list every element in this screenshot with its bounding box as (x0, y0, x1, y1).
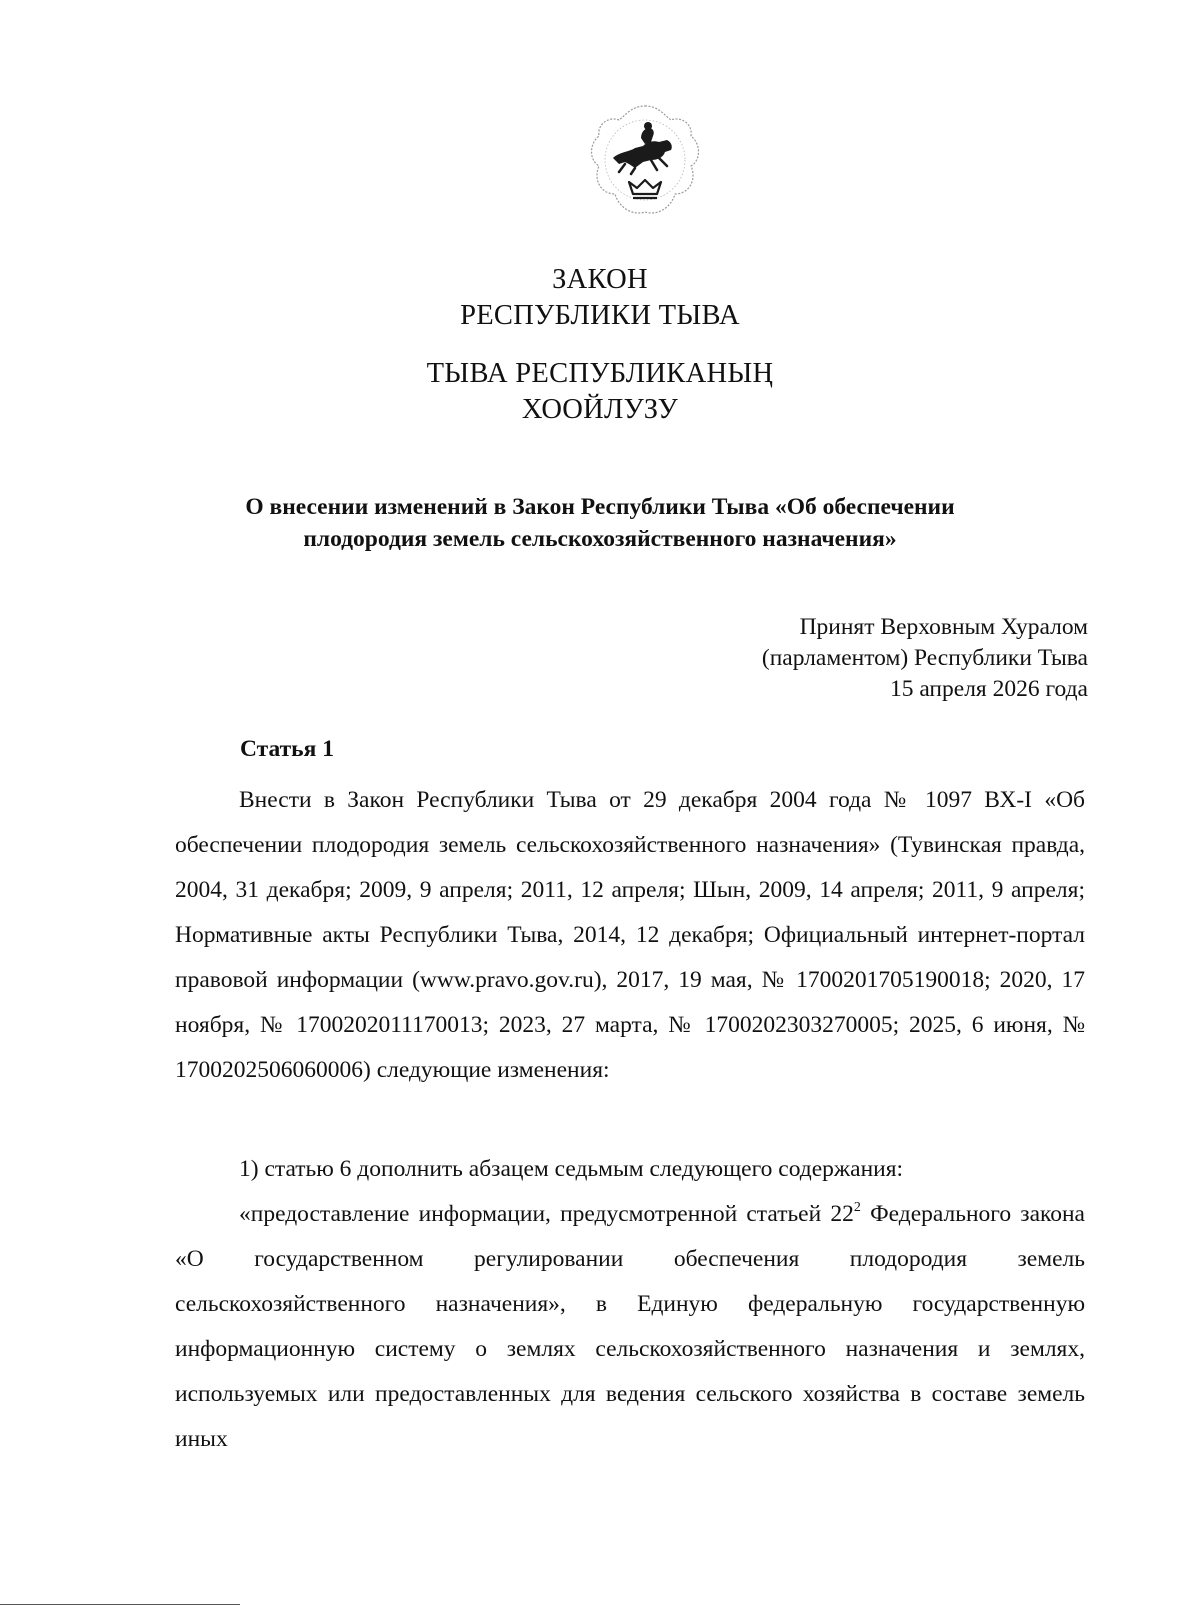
article-heading: Статья 1 (240, 736, 334, 762)
footer-rule (0, 1604, 240, 1605)
article-item-1-text: 1) статью 6 дополнить абзацем седьмым следующего содержания: (239, 1156, 904, 1182)
article-quote (175, 1192, 1085, 1462)
law-title-line2: РЕСПУБЛИКИ ТЫВА (460, 300, 740, 331)
adoption-line2: (парламентом) Республики Тыва (761, 645, 1088, 671)
law-subject-line1: О внесении изменений в Закон Республики Тыва «Об обеспечении (245, 494, 955, 520)
adoption-note (762, 612, 1088, 705)
article-quote-superscript: 2 (853, 1200, 861, 1215)
law-title (0, 262, 1200, 334)
article-paragraph-1-text: Внести в Закон Республики Тыва от 29 декабря 2004 года № 1097 ВХ-I «Об обеспечении плодородия земель сельскохозяйственного назначения» (Тувинская правда, 2004, 31 декабря; 2009, 9 апреля; 2011, 12 апреля; Шын, 2009, 14 апреля; 2011, 9 апреля; Нормативные акты Республики Тыва, 2014, 12 декабря; Официальный интернет-портал правовой информации (www.pravo.gov.ru), 2017, 19 мая, № 1700201705190018; 2020, 17 ноября, № 1700202011170013; 2023, 27 марта, № 1700202303270005; 2025, 6 июня, № 1700202506060006) следующие изменения: (175, 787, 1085, 1083)
law-title-tuvan-line1: ТЫВА РЕСПУБЛИКАНЫҢ (426, 358, 774, 389)
law-title-tuvan-line2: ХООЙЛУЗУ (521, 394, 679, 425)
adoption-date: 15 апреля 2026 года (889, 676, 1088, 702)
adoption-line1: Принят Верховным Хуралом (799, 614, 1088, 640)
coat-of-arms-emblem (585, 102, 705, 222)
article-paragraph-1 (175, 778, 1085, 1093)
article-quote-rest: Федерального закона «О государственном регулировании обеспечения плодородия земель сельскохозяйственного назначения», в Единую федеральную государственную информационную систему о землях сельскохозяйственного назначения и землях, используемых или предоставленных для ведения сельского хозяйства в составе земель иных (175, 1201, 1085, 1452)
law-subject-line2: плодородия земель сельскохозяйственного назначения» (303, 526, 897, 552)
article-item-1 (175, 1147, 1085, 1192)
article-quote-text (175, 1192, 1085, 1462)
article-quote-start: «предоставление информации, предусмотренной статьей 22 (239, 1201, 854, 1227)
law-subject (0, 491, 1200, 555)
law-title-line1: ЗАКОН (552, 264, 648, 295)
law-title-tuvan (0, 356, 1200, 428)
